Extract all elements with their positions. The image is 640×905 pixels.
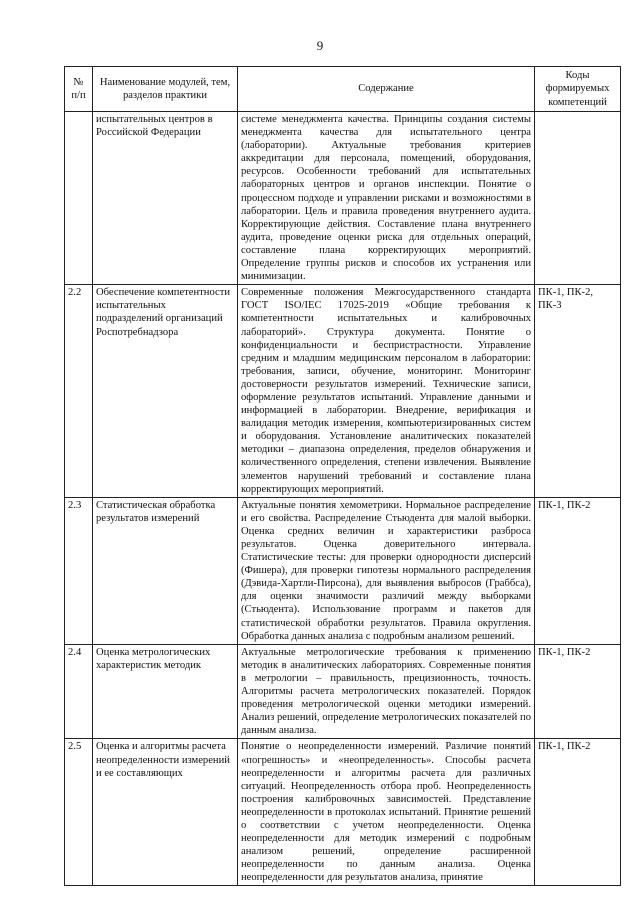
header-name: Наименование модулей, тем, разделов практики [93,67,238,112]
table-row [65,497,621,644]
header-codes: Коды формируемых компетенций [535,67,621,112]
row-name: испытательных центров в Российской Федерации [93,112,238,285]
curriculum-table [64,66,621,886]
header-num: № п/п [65,67,93,112]
row-codes: ПК-1, ПК-2 [535,644,621,739]
page-number: 9 [316,38,324,53]
row-content: системе менеджмента качества. Принципы создания системы менеджмента качества для испытательного центра (лаборатории). Актуальные требования критериев аккредитации для персонала, помещений, оборудования, ресурсов. Особенности требований для испытательных лабораторных центров и органов инспекции. Понятие о процессном подходе и управлении рисками и возможностями в лаборатории. Цель и правила проведения внутреннего аудита. Корректирующие действия. Составление плана внутреннего аудита, проведение оценки риска для отдельных операций, составление плана корректирующих мероприятий. Определение группы рисков и способов их устранения или минимизации. [238,112,535,285]
row-num: 2.4 [65,644,93,739]
table-row [65,112,621,285]
row-content: Актуальные метрологические требования к применению методик в аналитических лабораториях. Современные понятия в метрологии – правильность, прецизионность, точность. Алгоритмы расчета метрологических показателей. Порядок проведения метрологической оценки методики измерений. Анализ решений, определение метрологических показателей по данным анализа. [238,644,535,739]
table-header-row [65,67,621,112]
row-codes: ПК-1, ПК-2, ПК-3 [535,285,621,498]
row-name: Статистическая обработка результатов измерений [93,497,238,644]
row-content: Современные положения Межгосударственного стандарта ГОСТ ISO/IEC 17025-2019 «Общие требования к компетентности испытательных и калибровочных лабораторий». Структура документа. Понятие о конфиденциальности и беспристрастности. Управление средним и младшим медицинским персоналом в лаборатории: требования, записи, обучение, мониторинг. Мониторинг достоверности результатов измерений. Технические записи, оформление результатов испытаний. Управление данными и информацией в лаборатории. Внедрение, верификация и валидация методик измерения, компьютеризированных систем и оборудования. Установление аналитических показателей методики – диапазона определения, пределов обнаружения и количественного определения, степени извлечения. Выявление элементов нарушений требований и составление плана корректирующих мероприятий. [238,285,535,498]
row-codes [535,112,621,285]
row-num: 2.5 [65,739,93,886]
row-num: 2.2 [65,285,93,498]
table-row [65,285,621,498]
row-codes: ПК-1, ПК-2 [535,739,621,886]
table-row [65,644,621,739]
row-content: Понятие о неопределенности измерений. Различие понятий «погрешность» и «неопределенность». Способы расчета неопределенности и алгоритмы расчета для различных ситуаций. Неопределенность отбора проб. Неопределенность построения калибровочных зависимостей. Представление неопределенности в протоколах испытаний. Принятие решений о соответствии с учетом неопределенности. Оценка неопределенности для методик измерений с подробным анализом решений, определение расширенной неопределенности по данным анализа. Оценка неопределенности для результатов анализа, принятие [238,739,535,886]
table-row [65,739,621,886]
row-content: Актуальные понятия хемометрики. Нормальное распределение и его свойства. Распределение Стьюдента для малой выборки. Оценка средних величин и характеристики разброса результатов. Оценка доверительного интервала. Статистические тесты: для проверки однородности дисперсий (Фишера), для проверки гипотезы нормального распределения (Дэвида-Хартли-Пирсона), для выявления выбросов (Граббса), для оценки значимости различий между выборками (Стьюдента). Использование программ и пакетов для статистической обработки результатов. Правила округления. Обработка данных анализа с подробным анализом решений. [238,497,535,644]
row-name: Оценка метрологических характеристик методик [93,644,238,739]
row-name: Обеспечение компетентности испытательных подразделений организаций Роспотребнадзора [93,285,238,498]
row-name: Оценка и алгоритмы расчета неопределенности измерений и ее составляющих [93,739,238,886]
row-codes: ПК-1, ПК-2 [535,497,621,644]
header-content: Содержание [238,67,535,112]
row-num [65,112,93,285]
row-num: 2.3 [65,497,93,644]
